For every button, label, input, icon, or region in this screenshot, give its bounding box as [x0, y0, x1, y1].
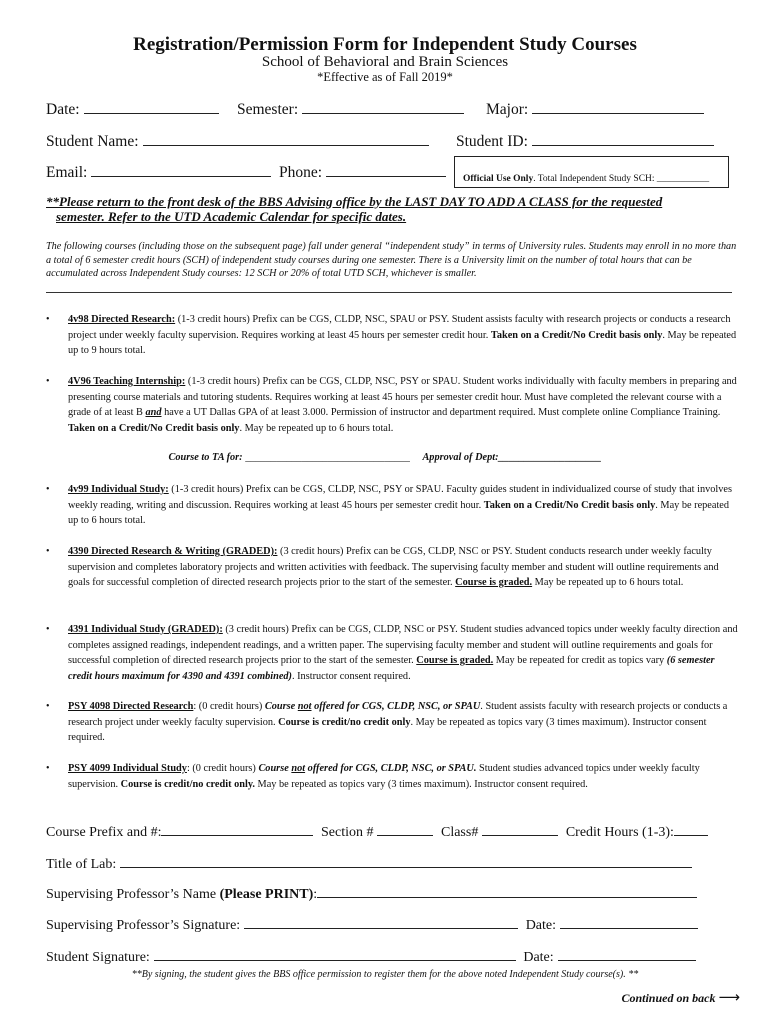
bullet-icon: • [46, 376, 50, 387]
semester-label: Semester: [237, 101, 299, 118]
course-text: May be repeated as topics vary (3 times maximum). Instructor consent required. [254, 778, 588, 790]
course-heading: 4v99 Individual Study: [68, 484, 169, 495]
form-title: Registration/Permission Form for Independent Study Courses [133, 34, 637, 55]
course-text: (1-3 credit hours) Prefix can be CGS, CLDP, NSC, PSY or SPAU. Faculty guides student in individualized course of study that involves weekly reading, writing and discussion. Requires working at least 45 hours per semester credit hour. [68, 484, 732, 511]
return-notice [46, 194, 736, 224]
course-text: . Student assists faculty with research projects or conducts a research project under weekly faculty supervision. [68, 701, 728, 728]
ta-approval-line [0, 452, 770, 463]
credit-hours-input[interactable] [674, 821, 708, 836]
notice-line-2: semester. Refer to the UTD Academic Calendar for specific dates. [56, 209, 407, 224]
bullet-icon: • [46, 484, 50, 495]
official-use-text: . Total Independent Study SCH: ___________ [533, 174, 710, 184]
major-label: Major: [486, 101, 529, 118]
phone-field[interactable] [279, 162, 446, 182]
student-date-input[interactable] [558, 946, 696, 961]
course-emphasis: Course is graded. [455, 577, 533, 588]
course-prefix-label: Course Prefix and #: [46, 825, 162, 840]
course-text: . May be repeated up to 6 hours total. [239, 422, 394, 434]
course-text: May be repeated for credit as topics vary [493, 655, 667, 666]
date-label: Date: [525, 918, 557, 933]
course-emphasis: (6 semester credit hours maximum for 4390 and 4391 combined) [68, 655, 715, 682]
course-text: : (0 credit hours) [186, 763, 259, 774]
course-text: Student studies advanced topics under weekly faculty supervision. [68, 763, 700, 790]
title-of-lab-label: Title of Lab: [46, 857, 117, 872]
bullet-icon: • [46, 546, 50, 557]
student-name-field[interactable] [46, 131, 429, 151]
course-prefix-input[interactable] [161, 821, 313, 836]
supervising-sig-label: Supervising Professor’s Signature: [46, 918, 241, 933]
course-text: . May be repeated up to 9 hours total. [68, 329, 737, 356]
bullet-icon: • [46, 763, 50, 774]
course-emphasis: offered for CGS, CLDP, NSC, or SPAU [311, 701, 481, 712]
course-emphasis: Course is credit/no credit only [278, 716, 411, 728]
approval-label: Approval of Dept: [422, 452, 499, 463]
title-of-lab-row [46, 853, 692, 873]
phone-label: Phone: [279, 164, 323, 181]
supervising-name-row [46, 883, 697, 903]
official-use-label: Official Use Only [463, 174, 534, 184]
continued-on-back [621, 988, 740, 1006]
course-emphasis: and [145, 407, 162, 418]
course-heading: 4v98 Directed Research: [68, 314, 176, 325]
course-text: : (0 credit hours) [193, 701, 265, 712]
course-text: . May be repeated up to 6 hours total. [68, 499, 730, 526]
course-heading: PSY 4099 Individual Study [68, 763, 187, 774]
course-to-ta-label: Course to TA for: [168, 452, 243, 463]
student-sig-label: Student Signature: [46, 950, 150, 965]
supervising-name-input[interactable] [317, 883, 697, 898]
supervising-signature-row [46, 914, 698, 934]
course-emphasis: Course is graded. [416, 655, 494, 666]
course-emphasis: Taken on a Credit/No Credit basis only [490, 329, 663, 341]
school-name: School of Behavioral and Brain Sciences [261, 54, 509, 70]
course-emphasis: not [297, 701, 312, 712]
course-emphasis: Taken on a Credit/No Credit basis only [483, 499, 656, 511]
major-field[interactable] [486, 99, 704, 119]
section-label: Section # [320, 825, 374, 840]
supervising-name-label: Supervising Professor’s Name [46, 887, 220, 902]
continued-label: Continued on back [621, 991, 716, 1005]
bullet-icon: • [46, 314, 50, 325]
bullet-icon: • [46, 624, 50, 635]
colon: : [313, 887, 318, 902]
effective-date: *Effective as of Fall 2019* [317, 70, 453, 84]
arrow-right-icon: ⟶ [718, 988, 740, 1006]
date-label: Date: [523, 950, 554, 965]
course-text: (1-3 credit hours) Prefix can be CGS, CLDP, NSC, PSY or SPAU. Student works individually with faculty members in preparing and presenting course materials and tutoring students. Requires working at least 45 hours per semester credit hour. Must have completed the relevant course with a grade of at least B [68, 376, 737, 418]
course-heading: 4390 Directed Research & Writing (GRADED): [68, 546, 278, 557]
supervising-sig-input[interactable] [244, 914, 518, 929]
class-label: Class# [440, 825, 479, 840]
divider [46, 292, 732, 293]
email-label: Email: [46, 164, 88, 181]
supervising-date-input[interactable] [560, 914, 698, 929]
course-emphasis: not [291, 763, 306, 774]
course-heading: 4V96 Teaching Internship: [68, 376, 186, 387]
course-heading: PSY 4098 Directed Research [68, 701, 194, 712]
course-emphasis: offered for CGS, CLDP, NSC, or SPAU. [305, 763, 477, 774]
course-prefix-row [46, 821, 708, 841]
date-label: Date: [46, 101, 80, 118]
course-text: have a UT Dallas GPA of at least 3.000. Permission of instructor and department required. Must complete online Compliance Training. [161, 407, 721, 418]
approval-blank[interactable]: ____________________ [498, 452, 602, 463]
student-name-label: Student Name: [46, 133, 139, 150]
bullet-icon: • [46, 701, 50, 712]
course-text: . May be repeated as topics vary (3 times maximum). Instructor consent required. [68, 716, 707, 743]
student-signature-row [46, 946, 696, 966]
course-emphasis: Course [258, 763, 292, 774]
official-use-box [454, 156, 729, 188]
section-input[interactable] [377, 821, 433, 836]
course-text: May be repeated up to 6 hours total. [532, 577, 684, 588]
course-to-ta-blank[interactable]: ________________________________ [245, 452, 410, 463]
course-text: (3 credit hours) Prefix can be CGS, CLDP, NSC or PSY. Student studies advanced topics under weekly faculty direction and completes assigned readings, independent readings, and a written paper. The supervising faculty member and student will outline requirements and goals for successful completion of directed research projects prior to the start of the semester. [68, 624, 738, 666]
signing-note: **By signing, the student gives the BBS office permission to register them for the above noted Independent Study course(s). ** [131, 969, 639, 980]
student-id-label: Student ID: [456, 133, 528, 150]
course-heading: 4391 Individual Study (GRADED): [68, 624, 223, 635]
course-text: (3 credit hours) Prefix can be CGS, CLDP, NSC or PSY. Student conducts research under weekly faculty supervision and completes laboratory projects and written activities with feedback. The supervising faculty member and student will outline requirements and goals for successful completion of directed research projects prior to the start of the semester. [68, 546, 719, 588]
course-emphasis: Taken on a Credit/No Credit basis only [68, 422, 240, 434]
please-print-label: (Please PRINT) [219, 887, 314, 902]
credit-hours-label: Credit Hours (1-3): [565, 825, 674, 840]
email-field[interactable] [46, 162, 271, 182]
semester-field[interactable] [237, 99, 464, 119]
course-text: (1-3 credit hours) Prefix can be CGS, CLDP, NSC, SPAU or PSY. Student assists faculty with research projects or conducts a research project under weekly faculty supervision. Requires working at least 45 hours per semester credit hour. [68, 314, 731, 341]
course-emphasis: Course [264, 701, 298, 712]
course-text: . Instructor consent required. [291, 670, 411, 682]
date-field[interactable] [46, 99, 219, 119]
notice-line-1: **Please return to the front desk of the BBS Advising office by the LAST DAY TO ADD A CLASS for the requested [46, 194, 663, 209]
intro-paragraph: The following courses (including those on the subsequent page) fall under general “independent study” in terms of University rules. Students may enroll in no more than a total of 6 semester credit hours (SCH) of independent study courses during one semester. There is a University limit on the number of total hours that can be accumulated across Independent Study courses: 12 SCH or 20% of total UTD SCH, whichever is smaller. [46, 241, 737, 279]
student-sig-input[interactable] [154, 946, 516, 961]
title-of-lab-input[interactable] [120, 853, 692, 868]
class-input[interactable] [482, 821, 558, 836]
student-id-field[interactable] [456, 131, 714, 151]
course-emphasis: Course is credit/no credit only. [120, 778, 255, 790]
